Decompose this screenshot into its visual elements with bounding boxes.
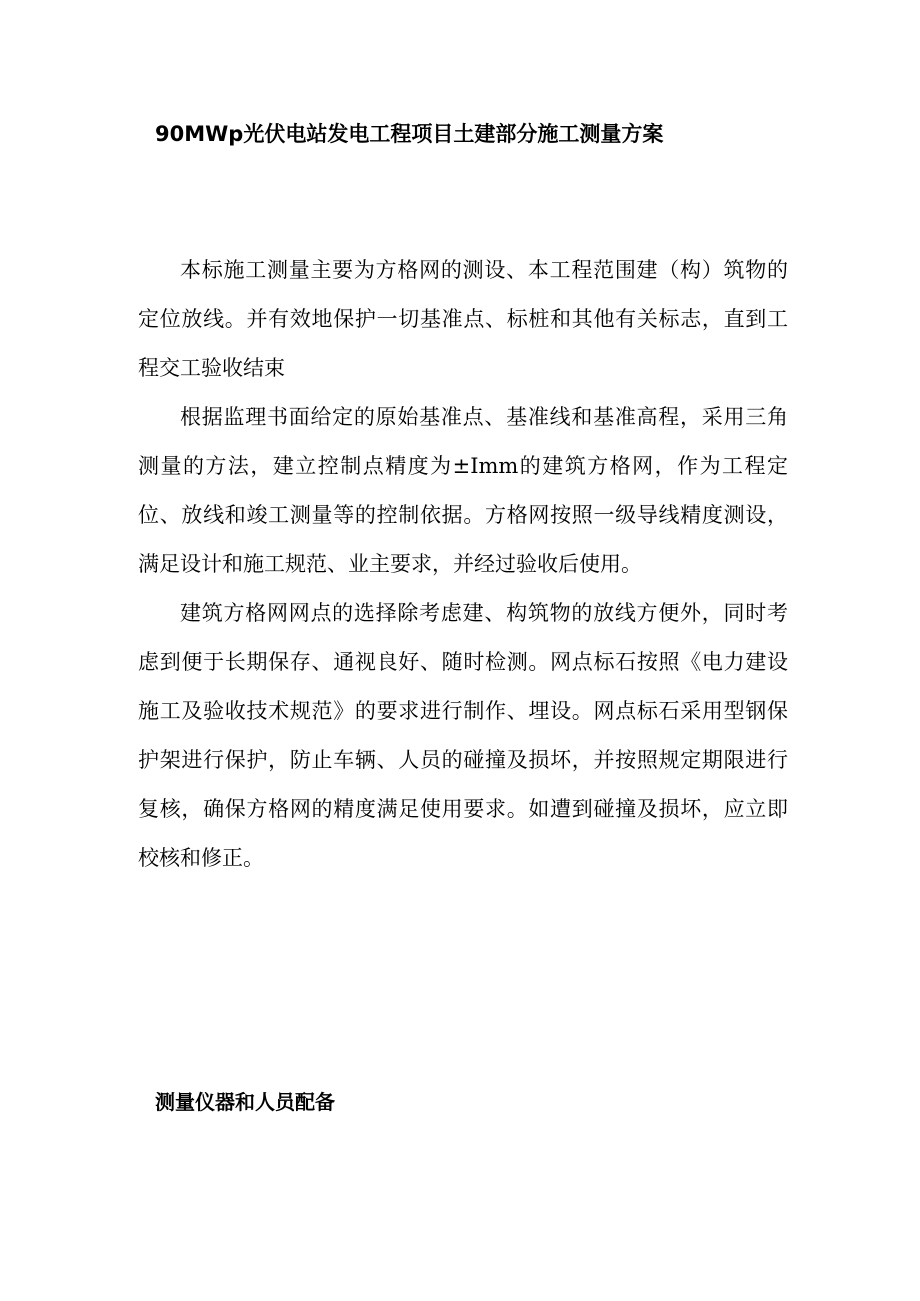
paragraph-survey-scope: 本标施工测量主要为方格网的测设、本工程范围建（构）筑物的定位放线。并有效地保护一切基准点、标桩和其他有关标志，直到工程交工验收结束 <box>138 258 788 380</box>
paragraph-control-network: 根据监理书面给定的原始基准点、基准线和基准高程，采用三角测量的方法，建立控制点精度为±Imm的建筑方格网，作为工程定位、放线和竣工测量等的控制依据。方格网按照一级导线精度测设，满足设计和施工规范、业主要求，并经过验收后使用。 <box>138 405 788 576</box>
section-heading-instruments: 测量仪器和人员配备 <box>155 1090 335 1114</box>
document-title: 90MWp光伏电站发电工程项目土建部分施工测量方案 <box>155 122 664 146</box>
document-body <box>138 246 788 883</box>
paragraph-grid-points: 建筑方格网网点的选择除考虑建、构筑物的放线方便外，同时考虑到便于长期保存、通视良好、随时检测。网点标石按照《电力建设施工及验收技术规范》的要求进行制作、埋设。网点标石采用型钢保护架进行保护，防止车辆、人员的碰撞及损坏，并按照规定期限进行复核，确保方格网的精度满足使用要求。如遭到碰撞及损坏，应立即校核和修正。 <box>138 601 788 870</box>
